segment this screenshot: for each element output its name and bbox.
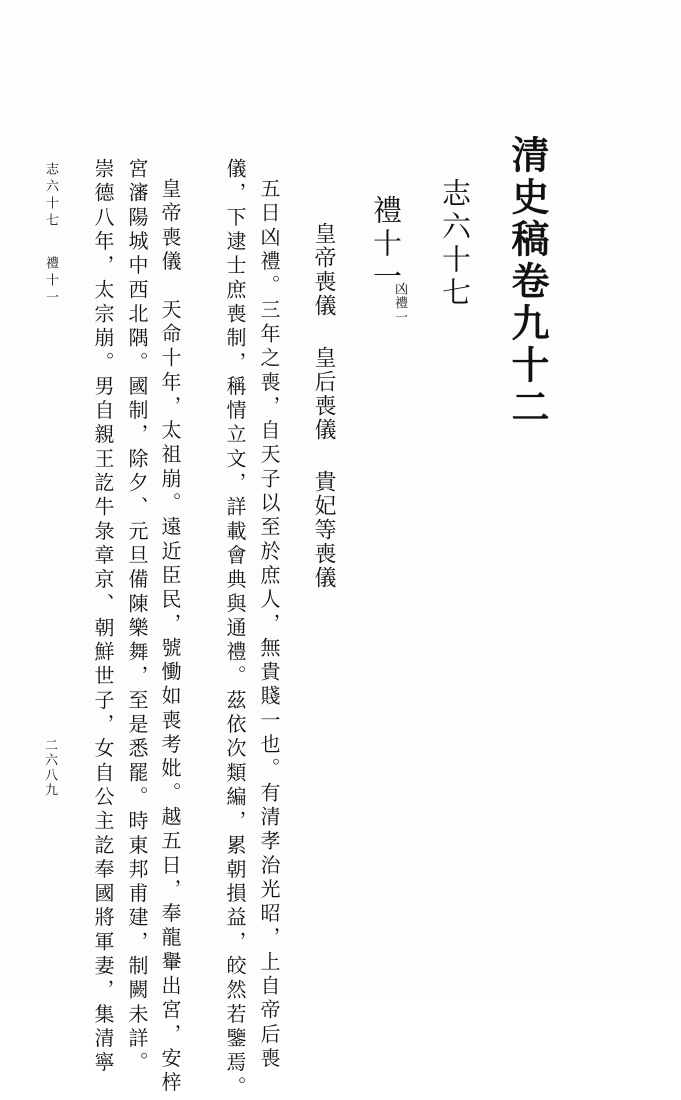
text-column-2: 儀，下逮士庶喪制，稱情立文，詳載會典與通禮。茲依次類編，累朝損益，皎然若鑒焉。 bbox=[223, 158, 247, 1100]
running-header bbox=[44, 162, 57, 307]
toc-item-empress: 皇后喪儀 bbox=[311, 346, 336, 442]
running-head-chapter: 志六十七 bbox=[43, 162, 58, 230]
table-of-contents bbox=[312, 222, 334, 590]
page-number: 二六八九 bbox=[42, 738, 57, 798]
chapter-heading: 志六十七 bbox=[438, 178, 472, 310]
text-column-1: 五日凶禮。三年之喪，自天子以至於庶人，無貴賤一也。有清孝治光昭，上自帝后喪 bbox=[257, 178, 281, 1072]
toc-item-emperor: 皇帝喪儀 bbox=[311, 222, 336, 318]
section-subheading: 凶禮一 bbox=[392, 282, 407, 324]
toc-item-consort: 貴妃等喪儀 bbox=[311, 470, 336, 590]
text-column-5: 崇德八年，太宗崩。男自親王訖牛彔章京、朝鮮世子，女自公主訖奉國將軍妻，集清寧 bbox=[91, 158, 115, 1076]
text-column-4: 宮瀋陽城中西北隅。國制，除夕、元旦備陳樂舞，至是悉罷。時東邦甫建，制闕未詳。 bbox=[125, 158, 149, 1076]
running-head-section: 禮十一 bbox=[43, 256, 58, 307]
book-title: 清史稿卷九十二 bbox=[505, 135, 550, 429]
text-column-3: 皇帝喪儀 天命十年，太祖崩。遠近臣民，號慟如喪考妣。越五日，奉龍轝出宮，安梓 bbox=[158, 178, 182, 1096]
section-heading: 禮十一 bbox=[369, 195, 403, 294]
